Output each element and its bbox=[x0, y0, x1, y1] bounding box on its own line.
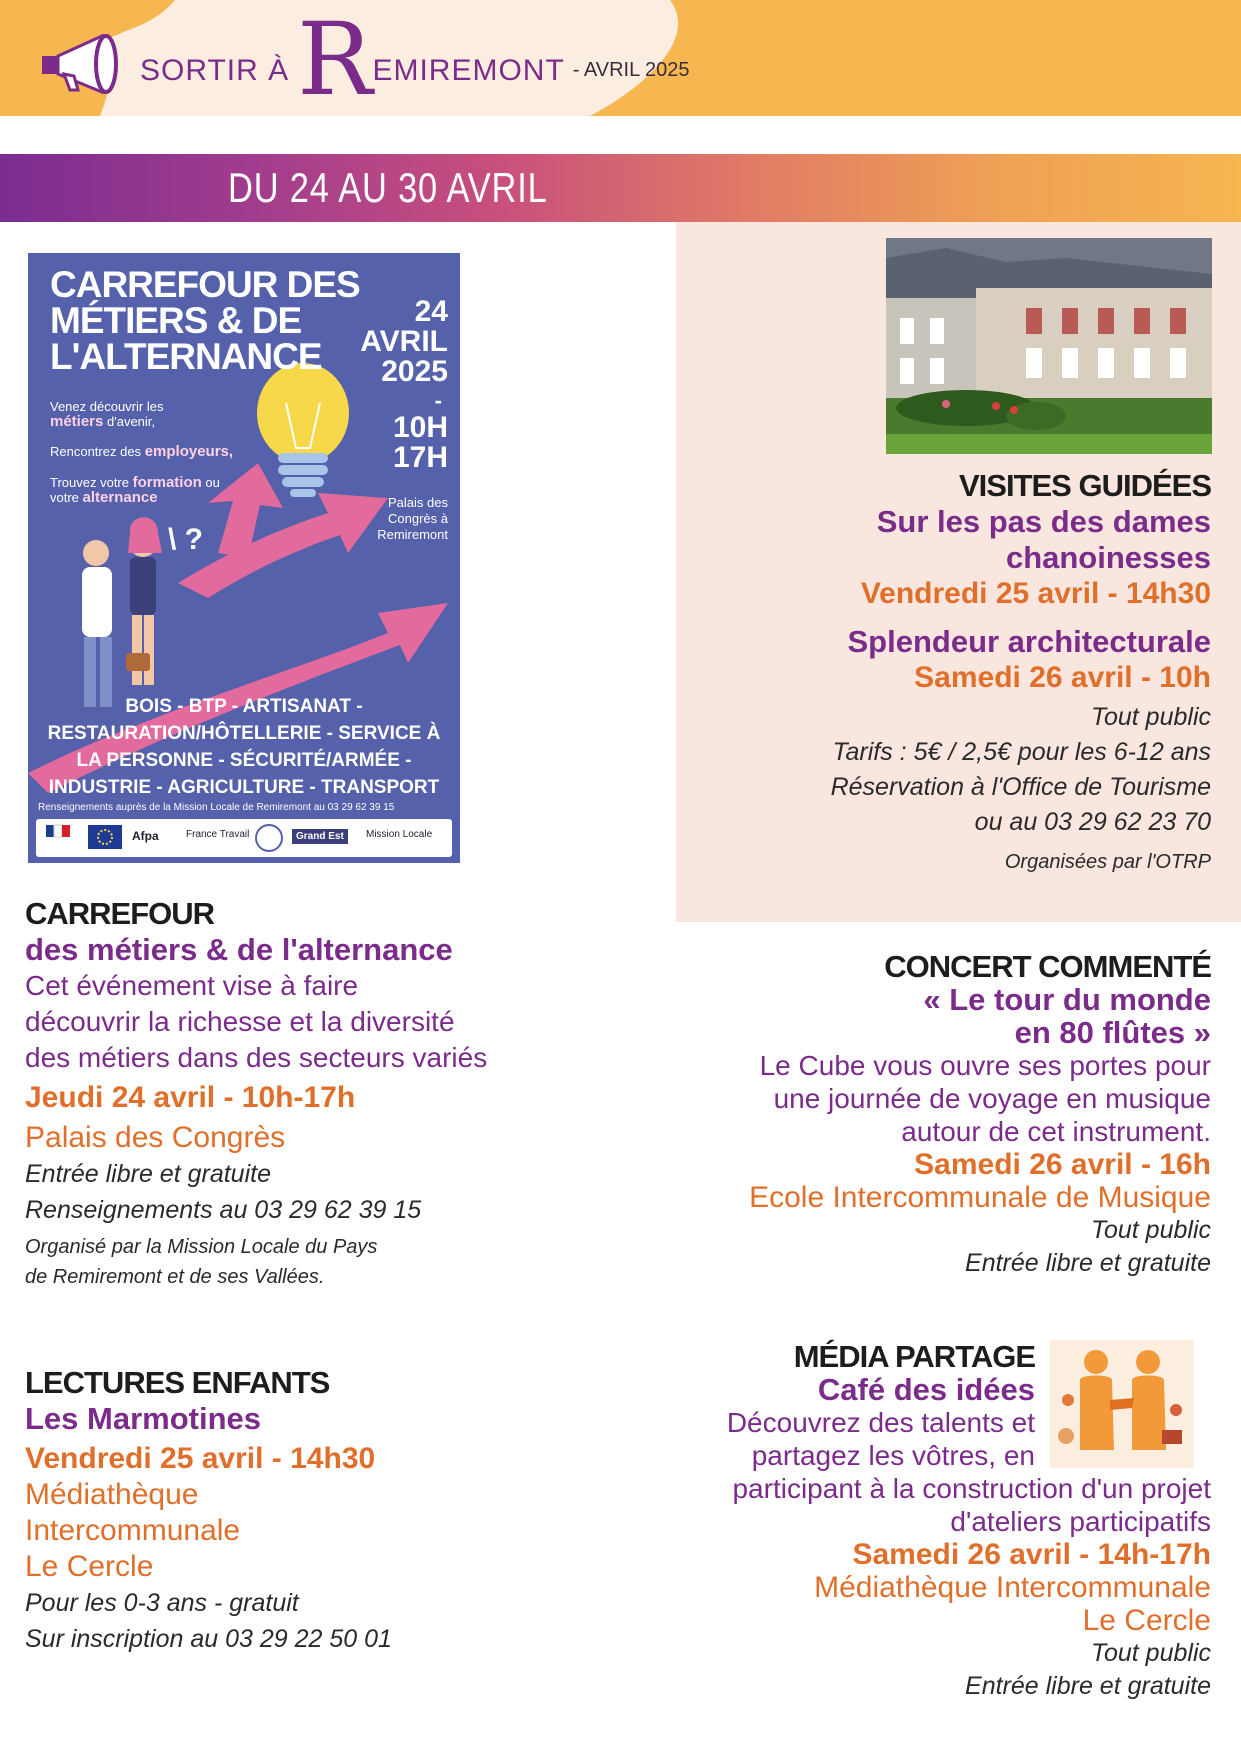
media-venue: Médiathèque Intercommunale bbox=[814, 1571, 1211, 1604]
logo-afpa: Afpa bbox=[132, 829, 159, 843]
lectures-subtitle: Les Marmotines bbox=[25, 1401, 262, 1436]
poster-title-line: L'ALTERNANCE bbox=[50, 336, 322, 377]
media-partage-section bbox=[551, 1340, 1211, 1703]
media-desc: d'ateliers participatifs bbox=[950, 1506, 1211, 1537]
carrefour-organizer: Organisé par la Mission Locale du Pays bbox=[25, 1236, 378, 1258]
concert-section bbox=[611, 950, 1211, 1280]
poster-hours-line: 17H bbox=[392, 441, 448, 474]
logo-mission-locale: Mission Locale bbox=[366, 829, 433, 840]
poster-hours-line: 10H bbox=[392, 411, 448, 444]
tour1-title: Sur les pas des dames bbox=[876, 504, 1211, 539]
poster-text: ou bbox=[205, 475, 220, 490]
poster-keyword: employeurs, bbox=[144, 443, 234, 460]
poster-dash: - bbox=[434, 388, 442, 413]
poster-text: d'avenir, bbox=[107, 414, 156, 429]
carrefour-desc: Cet événement vise à faire bbox=[25, 970, 359, 1001]
poster-invite-1 bbox=[50, 399, 163, 429]
visites-guidees-section bbox=[651, 468, 1211, 880]
republique-logo bbox=[44, 823, 84, 853]
media-subtitle: Café des idées bbox=[817, 1372, 1035, 1407]
megaphone-icon bbox=[38, 26, 128, 96]
week-band bbox=[0, 154, 1241, 222]
poster-contact: Renseignements auprès de la Mission Locale de Remiremont au 03 29 62 39 15 bbox=[38, 802, 395, 813]
week-title: DU 24 AU 30 AVRIL bbox=[228, 164, 548, 211]
concert-desc: Le Cube vous ouvre ses portes pour bbox=[759, 1050, 1211, 1081]
concert-date: Samedi 26 avril - 16h bbox=[914, 1148, 1211, 1181]
media-desc: Découvrez des talents et bbox=[726, 1407, 1035, 1438]
media-entry: Entrée libre et gratuite bbox=[965, 1672, 1211, 1700]
concert-heading: CONCERT COMMENTÉ bbox=[884, 949, 1211, 984]
poster-title-line: CARREFOUR DES bbox=[50, 264, 360, 305]
visites-organizer: Organisées par l'OTRP bbox=[1004, 851, 1211, 873]
carrefour-poster bbox=[28, 253, 460, 863]
poster-text: Venez découvrir les bbox=[50, 399, 164, 414]
media-public: Tout public bbox=[1091, 1639, 1211, 1667]
media-venue: Le Cercle bbox=[1082, 1604, 1211, 1637]
media-desc: partagez les vôtres, en bbox=[751, 1440, 1035, 1471]
poster-keyword: formation bbox=[132, 474, 202, 491]
poster-question-marks: \ ? bbox=[168, 523, 203, 556]
logo-france-travail: France Travail bbox=[186, 829, 250, 840]
concert-desc: autour de cet instrument. bbox=[901, 1116, 1211, 1147]
poster-sectors-line: BOIS - BTP - ARTISANAT - bbox=[125, 696, 363, 717]
poster-hours bbox=[393, 413, 448, 473]
brand-title bbox=[140, 1, 690, 118]
poster-title-line: MÉTIERS & DE bbox=[50, 300, 302, 341]
lectures-venue: Médiathèque bbox=[25, 1478, 199, 1511]
carrefour-subtitle: des métiers & de l'alternance bbox=[25, 932, 453, 967]
concert-title: en 80 flûtes » bbox=[1014, 1015, 1211, 1050]
lectures-venue: Intercommunale bbox=[25, 1514, 241, 1547]
poster-text: votre bbox=[50, 490, 79, 505]
visites-public: Tout public bbox=[1091, 703, 1211, 731]
eu-flag-logo bbox=[88, 825, 122, 851]
seal-logo bbox=[254, 823, 284, 853]
visites-phone: ou au 03 29 62 23 70 bbox=[974, 808, 1211, 836]
tour1-date: Vendredi 25 avril - 14h30 bbox=[860, 577, 1211, 610]
poster-keyword: métiers bbox=[50, 413, 104, 430]
tour2-date: Samedi 26 avril - 10h bbox=[914, 661, 1211, 694]
tour2-title: Splendeur architecturale bbox=[847, 624, 1211, 659]
lectures-age: Pour les 0-3 ans - gratuit bbox=[25, 1589, 299, 1617]
poster-date-line: 24 bbox=[414, 295, 448, 328]
concert-title: « Le tour du monde bbox=[923, 982, 1211, 1017]
poster-text: Trouvez votre bbox=[50, 475, 129, 490]
media-desc: participant à la construction d'un projet bbox=[732, 1473, 1211, 1504]
poster-text: Rencontrez des bbox=[50, 444, 142, 459]
brand-rest: EMIREMONT bbox=[372, 54, 565, 87]
poster-sectors-line: RESTAURATION/HÔTELLERIE - SERVICE À bbox=[47, 723, 441, 744]
poster-sectors-line: LA PERSONNE - SÉCURITÉ/ARMÉE - bbox=[76, 750, 412, 771]
lectures-venue: Le Cercle bbox=[25, 1550, 154, 1583]
abbey-palace-photo bbox=[886, 238, 1212, 454]
concert-venue: Ecole Intercommunale de Musique bbox=[749, 1181, 1211, 1214]
media-date: Samedi 26 avril - 14h-17h bbox=[852, 1538, 1211, 1571]
brand-prefix: SORTIR À bbox=[140, 54, 290, 87]
carrefour-heading: CARREFOUR bbox=[25, 896, 215, 931]
visites-heading: VISITES GUIDÉES bbox=[958, 468, 1211, 503]
carrefour-entry: Entrée libre et gratuite bbox=[25, 1160, 271, 1188]
poster-sectors-line: INDUSTRIE - AGRICULTURE - TRANSPORT bbox=[48, 777, 440, 798]
poster-sectors bbox=[28, 693, 460, 801]
poster-venue-line: Palais des bbox=[388, 495, 448, 510]
carrefour-organizer: de Remiremont et de ses Vallées. bbox=[25, 1266, 325, 1288]
logo-grand-est: Grand Est bbox=[292, 829, 348, 844]
lectures-signup: Sur inscription au 03 29 22 50 01 bbox=[25, 1625, 392, 1653]
concert-entry: Entrée libre et gratuite bbox=[965, 1249, 1211, 1277]
visites-tarifs: Tarifs : 5€ / 2,5€ pour les 6-12 ans bbox=[832, 738, 1211, 766]
concert-desc: une journée de voyage en musique bbox=[773, 1083, 1211, 1114]
poster-invite-3 bbox=[50, 475, 220, 505]
poster-venue-line: Remiremont bbox=[377, 527, 448, 542]
brand-initial: R bbox=[297, 1, 373, 118]
media-heading: MÉDIA PARTAGE bbox=[793, 1339, 1035, 1374]
poster-title bbox=[50, 264, 360, 377]
carrefour-venue: Palais des Congrès bbox=[25, 1121, 286, 1154]
poster-date-line: AVRIL bbox=[360, 325, 448, 358]
poster-venue-line: Congrès à bbox=[388, 511, 448, 526]
carrefour-info: Renseignements au 03 29 62 39 15 bbox=[25, 1196, 422, 1224]
poster-date-line: 2025 bbox=[381, 355, 448, 388]
lectures-heading: LECTURES ENFANTS bbox=[25, 1365, 330, 1400]
poster-invite-2 bbox=[50, 443, 233, 460]
poster-venue bbox=[377, 495, 448, 543]
visites-reservation: Réservation à l'Office de Tourisme bbox=[830, 773, 1211, 801]
poster-date bbox=[360, 297, 448, 387]
poster-keyword: alternance bbox=[82, 489, 158, 506]
lectures-section bbox=[25, 1365, 525, 1657]
carrefour-desc: des métiers dans des secteurs variés bbox=[25, 1042, 488, 1073]
poster-logo-strip bbox=[36, 819, 452, 857]
lectures-date: Vendredi 25 avril - 14h30 bbox=[25, 1442, 376, 1475]
carrefour-date: Jeudi 24 avril - 10h-17h bbox=[25, 1081, 356, 1114]
tour1-title: chanoinesses bbox=[1005, 540, 1211, 575]
carrefour-section bbox=[25, 896, 585, 1292]
carrefour-desc: découvrir la richesse et la diversité bbox=[25, 1006, 455, 1037]
edition-date: - AVRIL 2025 bbox=[572, 59, 690, 81]
concert-public: Tout public bbox=[1091, 1216, 1211, 1244]
